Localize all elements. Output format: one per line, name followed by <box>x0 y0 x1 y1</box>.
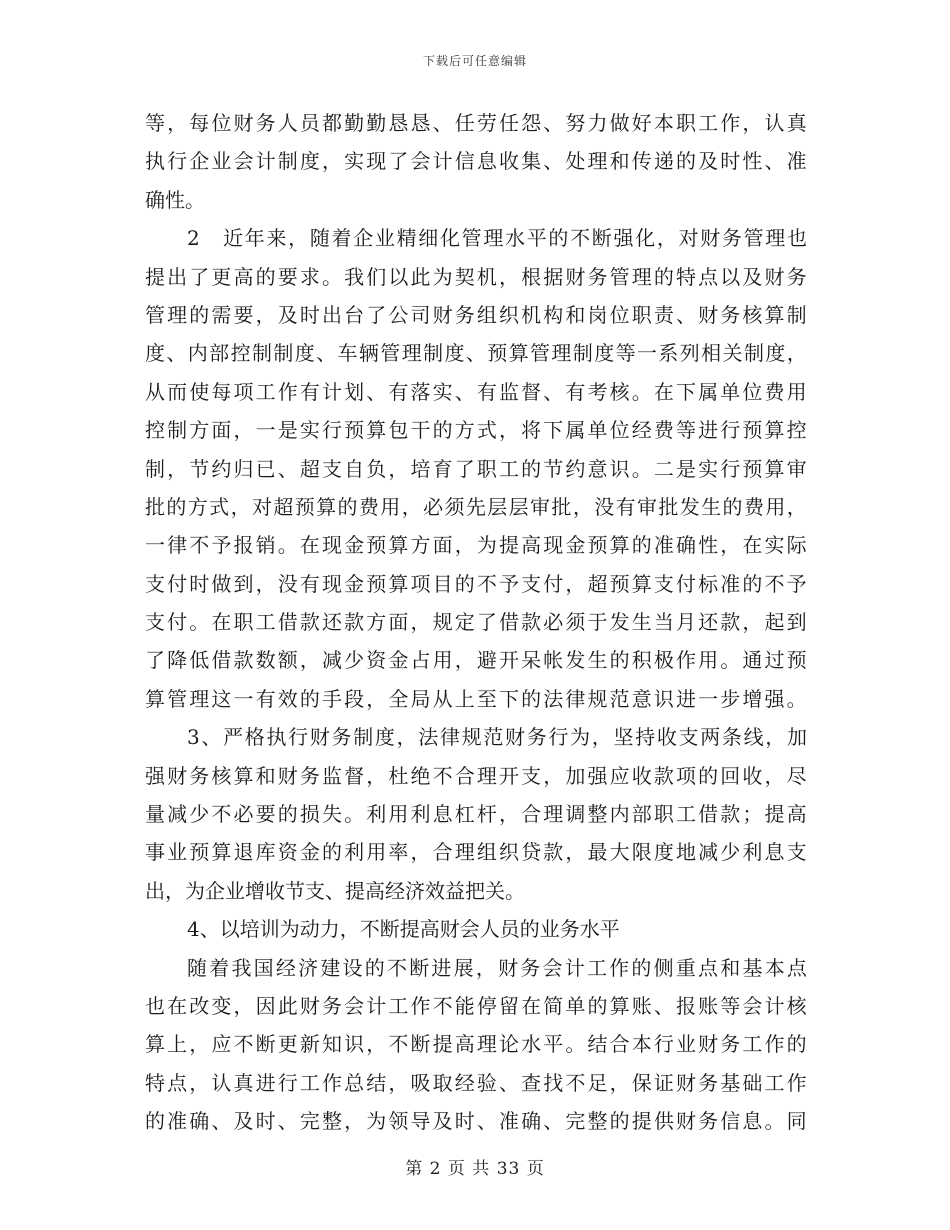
text-line: 一 律 不 予 报 销 。 在 现 金 预 算 方 面 ， 为 提 高 现 金 预 算 的 准 确 性 ， 在 实 际 <box>145 533 807 558</box>
text-line: 支 付 。 在 职 工 借 款 还 款 方 面 ， 规 定 了 借 款 必 须 于 发 生 当 月 还 款 ， 起 到 <box>145 610 807 635</box>
text-line: 提 出 了 更 高 的 要 求 。 我 们 以 此 为 契 机 ， 根 据 财 务 管 理 的 特 点 以 及 财 务 <box>145 264 807 289</box>
text-line: 执 行 企 业 会 计 制 度 ， 实 现 了 会 计 信 息 收 集 、 处 理 和 传 递 的 及 时 性 、 准 <box>145 149 807 174</box>
text-line: 事 业 预 算 退 库 资 金 的 利 用 率 ， 合 理 组 织 贷 款 ， 最 大 限 度 地 减 少 利 息 支 <box>145 840 807 865</box>
paragraph-start-line: 随 着 我 国 经 济 建 设 的 不 断 进 展 ， 财 务 会 计 工 作 的 侧 重 点 和 基 本 点 <box>187 955 807 980</box>
text-line: 特 点 ， 认 真 进 行 工 作 总 结 ， 吸 取 经 验 、 查 找 不 足 ， 保 证 财 务 基 础 工 作 <box>145 1070 807 1095</box>
text-line: 了 降 低 借 款 数 额 ， 减 少 资 金 占 用 ， 避 开 呆 帐 发 生 的 积 极 作 用 。 通 过 预 <box>145 648 807 673</box>
text-line: 确性。 <box>145 187 205 212</box>
text-line: 度 、 内 部 控 制 制 度 、 车 辆 管 理 制 度 、 预 算 管 理 制 度 等 一 系 列 相 关 制 度 ， <box>145 341 807 366</box>
text-line: 从 而 使 每 项 工 作 有 计 划 、 有 落 实 、 有 监 督 、 有 考 核 。 在 下 属 单 位 费 用 <box>145 379 807 404</box>
text-line: 算 上 ， 应 不 断 更 新 知 识 ， 不 断 提 高 理 论 水 平 。 结 合 本 行 业 财 务 工 作 的 <box>145 1032 807 1057</box>
text-line: 强 财 务 核 算 和 财 务 监 督 ， 杜 绝 不 合 理 开 支 ， 加 强 应 收 款 项 的 回 收 ， 尽 <box>145 763 807 788</box>
text-line: 出，为企业增收节支、提高经济效益把关。 <box>145 878 525 903</box>
text-line: 控 制 方 面 ， 一 是 实 行 预 算 包 干 的 方 式 ， 将 下 属 单 位 经 费 等 进 行 预 算 控 <box>145 418 807 443</box>
paragraph-start-line: 2 近 年 来 ， 随 着 企 业 精 细 化 管 理 水 平 的 不 断 强 化 ， 对 财 务 管 理 也 <box>187 226 807 251</box>
text-line: 算 管 理 这 一 有 效 的 手 段 ， 全 局 从 上 至 下 的 法 律 规 范 意 识 进 一 步 增 强 。 <box>145 686 807 711</box>
text-line: 也 在 改 变 ， 因 此 财 务 会 计 工 作 不 能 停 留 在 简 单 的 算 账 、 报 账 等 会 计 核 <box>145 993 807 1018</box>
text-line: 支 付 时 做 到 ， 没 有 现 金 预 算 项 目 的 不 予 支 付 ， 超 预 算 支 付 标 准 的 不 予 <box>145 571 807 596</box>
text-line: 的 准 确 、 及 时 、 完 整 ， 为 领 导 及 时 、 准 确 、 完 整 的 提 供 财 务 信 息 。 同 <box>145 1109 807 1134</box>
page-footer: 第 2 页 共 33 页 <box>405 1159 545 1179</box>
text-line: 等 ， 每 位 财 务 人 员 都 勤 勤 恳 恳 、 任 劳 任 怨 、 努 力 做 好 本 职 工 作 ， 认 真 <box>145 111 807 135</box>
text-line: 管 理 的 需 要 ， 及 时 出 台 了 公 司 财 务 组 织 机 构 和 岗 位 职 责 、 财 务 核 算 制 <box>145 302 807 327</box>
text-line: 量 减 少 不 必 要 的 损 失 。 利 用 利 息 杠 杆 ， 合 理 调 整 内 部 职 工 借 款 ； 提 高 <box>145 802 807 827</box>
text-line: 制 ， 节 约 归 已 、 超 支 自 负 ， 培 育 了 职 工 的 节 约 意 识 。 二 是 实 行 预 算 审 <box>145 456 807 481</box>
text-line: 批 的 方 式 ， 对 超 预 算 的 费 用 ， 必 须 先 层 层 审 批 ， 没 有 审 批 发 生 的 费 用 ， <box>145 494 807 519</box>
section-heading-line: 4、以培训为动力，不断提高财会人员的业务水平 <box>187 917 620 942</box>
paragraph-start-line: 3 、 严 格 执 行 财 务 制 度 ， 法 律 规 范 财 务 行 为 ， 坚 持 收 支 两 条 线 ， 加 <box>187 725 807 750</box>
document-body <box>145 104 807 1141</box>
page-header: 下载后可任意编辑 <box>422 54 527 68</box>
